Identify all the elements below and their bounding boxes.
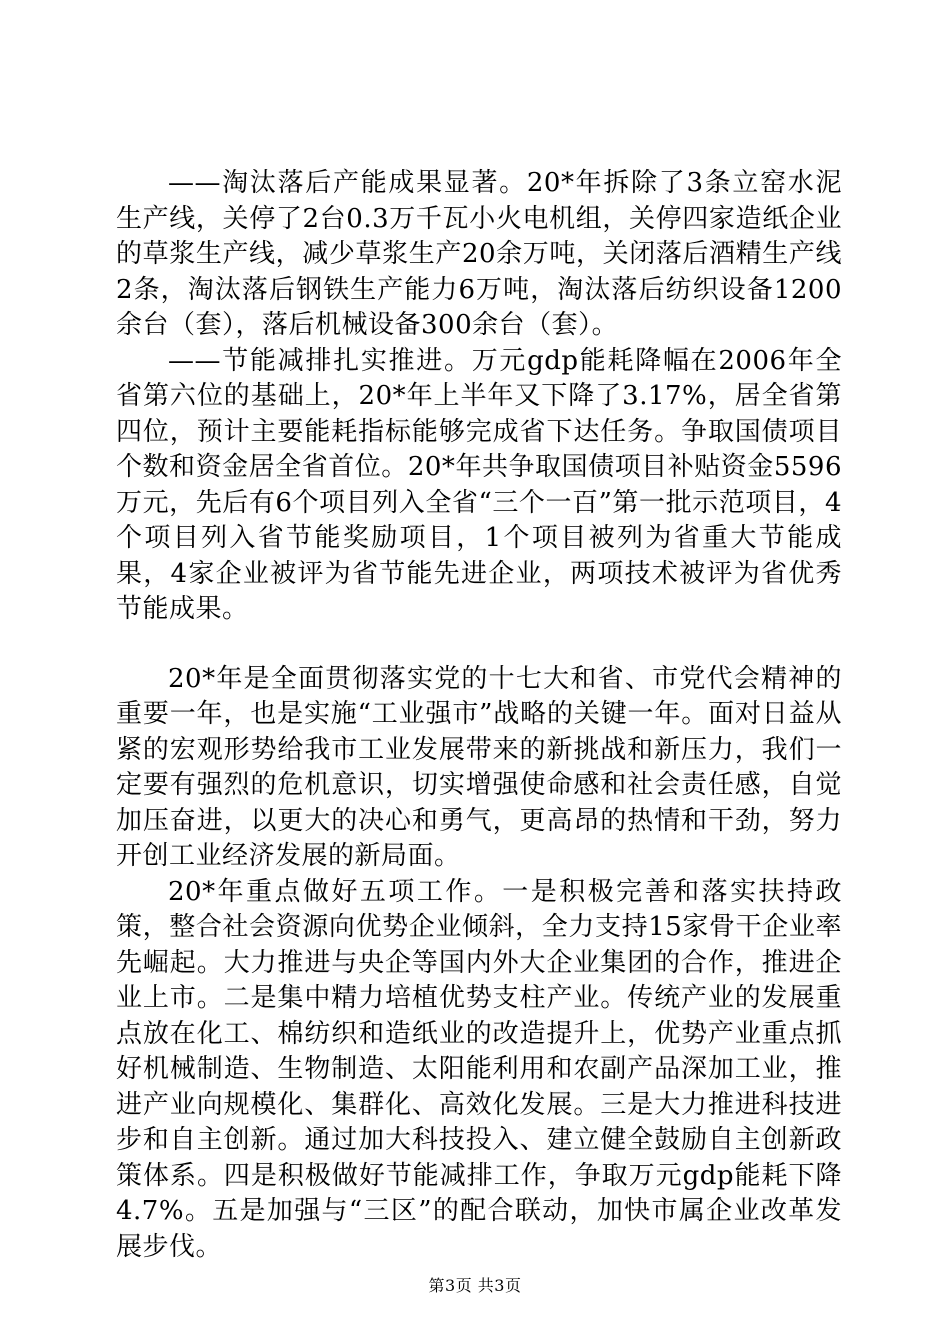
page-number-footer: 第3页 共3页: [428, 1276, 522, 1295]
paragraph-capacity-elimination: ——淘汰落后产能成果显著。20*年拆除了3条立窑水泥生产线，关停了2台0.3万千瓦小火电机组，关停四家造纸企业的草浆生产线，减少草浆生产20余万吨，关闭落后酒精生产线2条，淘汰落后钢铁生产能力6万吨，淘汰落后纺织设备1200余台（套），落后机械设备300余台（套）。: [116, 168, 842, 340]
paragraph-energy-saving: ——节能减排扎实推进。万元gdp能耗降幅在2006年全省第六位的基础上，20*年上半年又下降了3.17%，居全省第四位，预计主要能耗指标能够完成省下达任务。争取国债项目个数和资金居全省首位。20*年共争取国债项目补贴资金5596万元，先后有6个项目列入全省“三个一百”第一批示范项目，4个项目列入省节能奖励项目，1个项目被列为省重大节能成果，4家企业被评为省节能先进企业，两项技术被评为省优秀节能成果。: [116, 345, 842, 624]
paragraph-five-tasks: 20*年重点做好五项工作。一是积极完善和落实扶持政策，整合社会资源向优势企业倾斜，全力支持15家骨干企业率先崛起。大力推进与央企等国内外大企业集团的合作，推进企业上市。二是集中精力培植优势支柱产业。传统产业的发展重点放在化工、棉纺织和造纸业的改造提升上，优势产业重点抓好机械制造、生物制造、太阳能利用和农副产品深加工业，推进产业向规模化、集群化、高效化发展。三是大力推进科技进步和自主创新。通过加大科技投入、建立健全鼓励自主创新政策体系。四是积极做好节能减排工作，争取万元gdp能耗下降4.7%。五是加强与“三区”的配合联动，加快市属企业改革发展步伐。: [116, 876, 842, 1262]
paragraph-spacer: [116, 628, 842, 662]
document-body: [116, 166, 842, 1265]
paragraph-key-year: 20*年是全面贯彻落实党的十七大和省、市党代会精神的重要一年，也是实施“工业强市”战略的关键一年。面对日益从紧的宏观形势给我市工业发展带来的新挑战和新压力，我们一定要有强烈的危机意识，切实增强使命感和社会责任感，自觉加压奋进，以更大的决心和勇气，更高昂的热情和干劲，努力开创工业经济发展的新局面。: [116, 663, 842, 871]
